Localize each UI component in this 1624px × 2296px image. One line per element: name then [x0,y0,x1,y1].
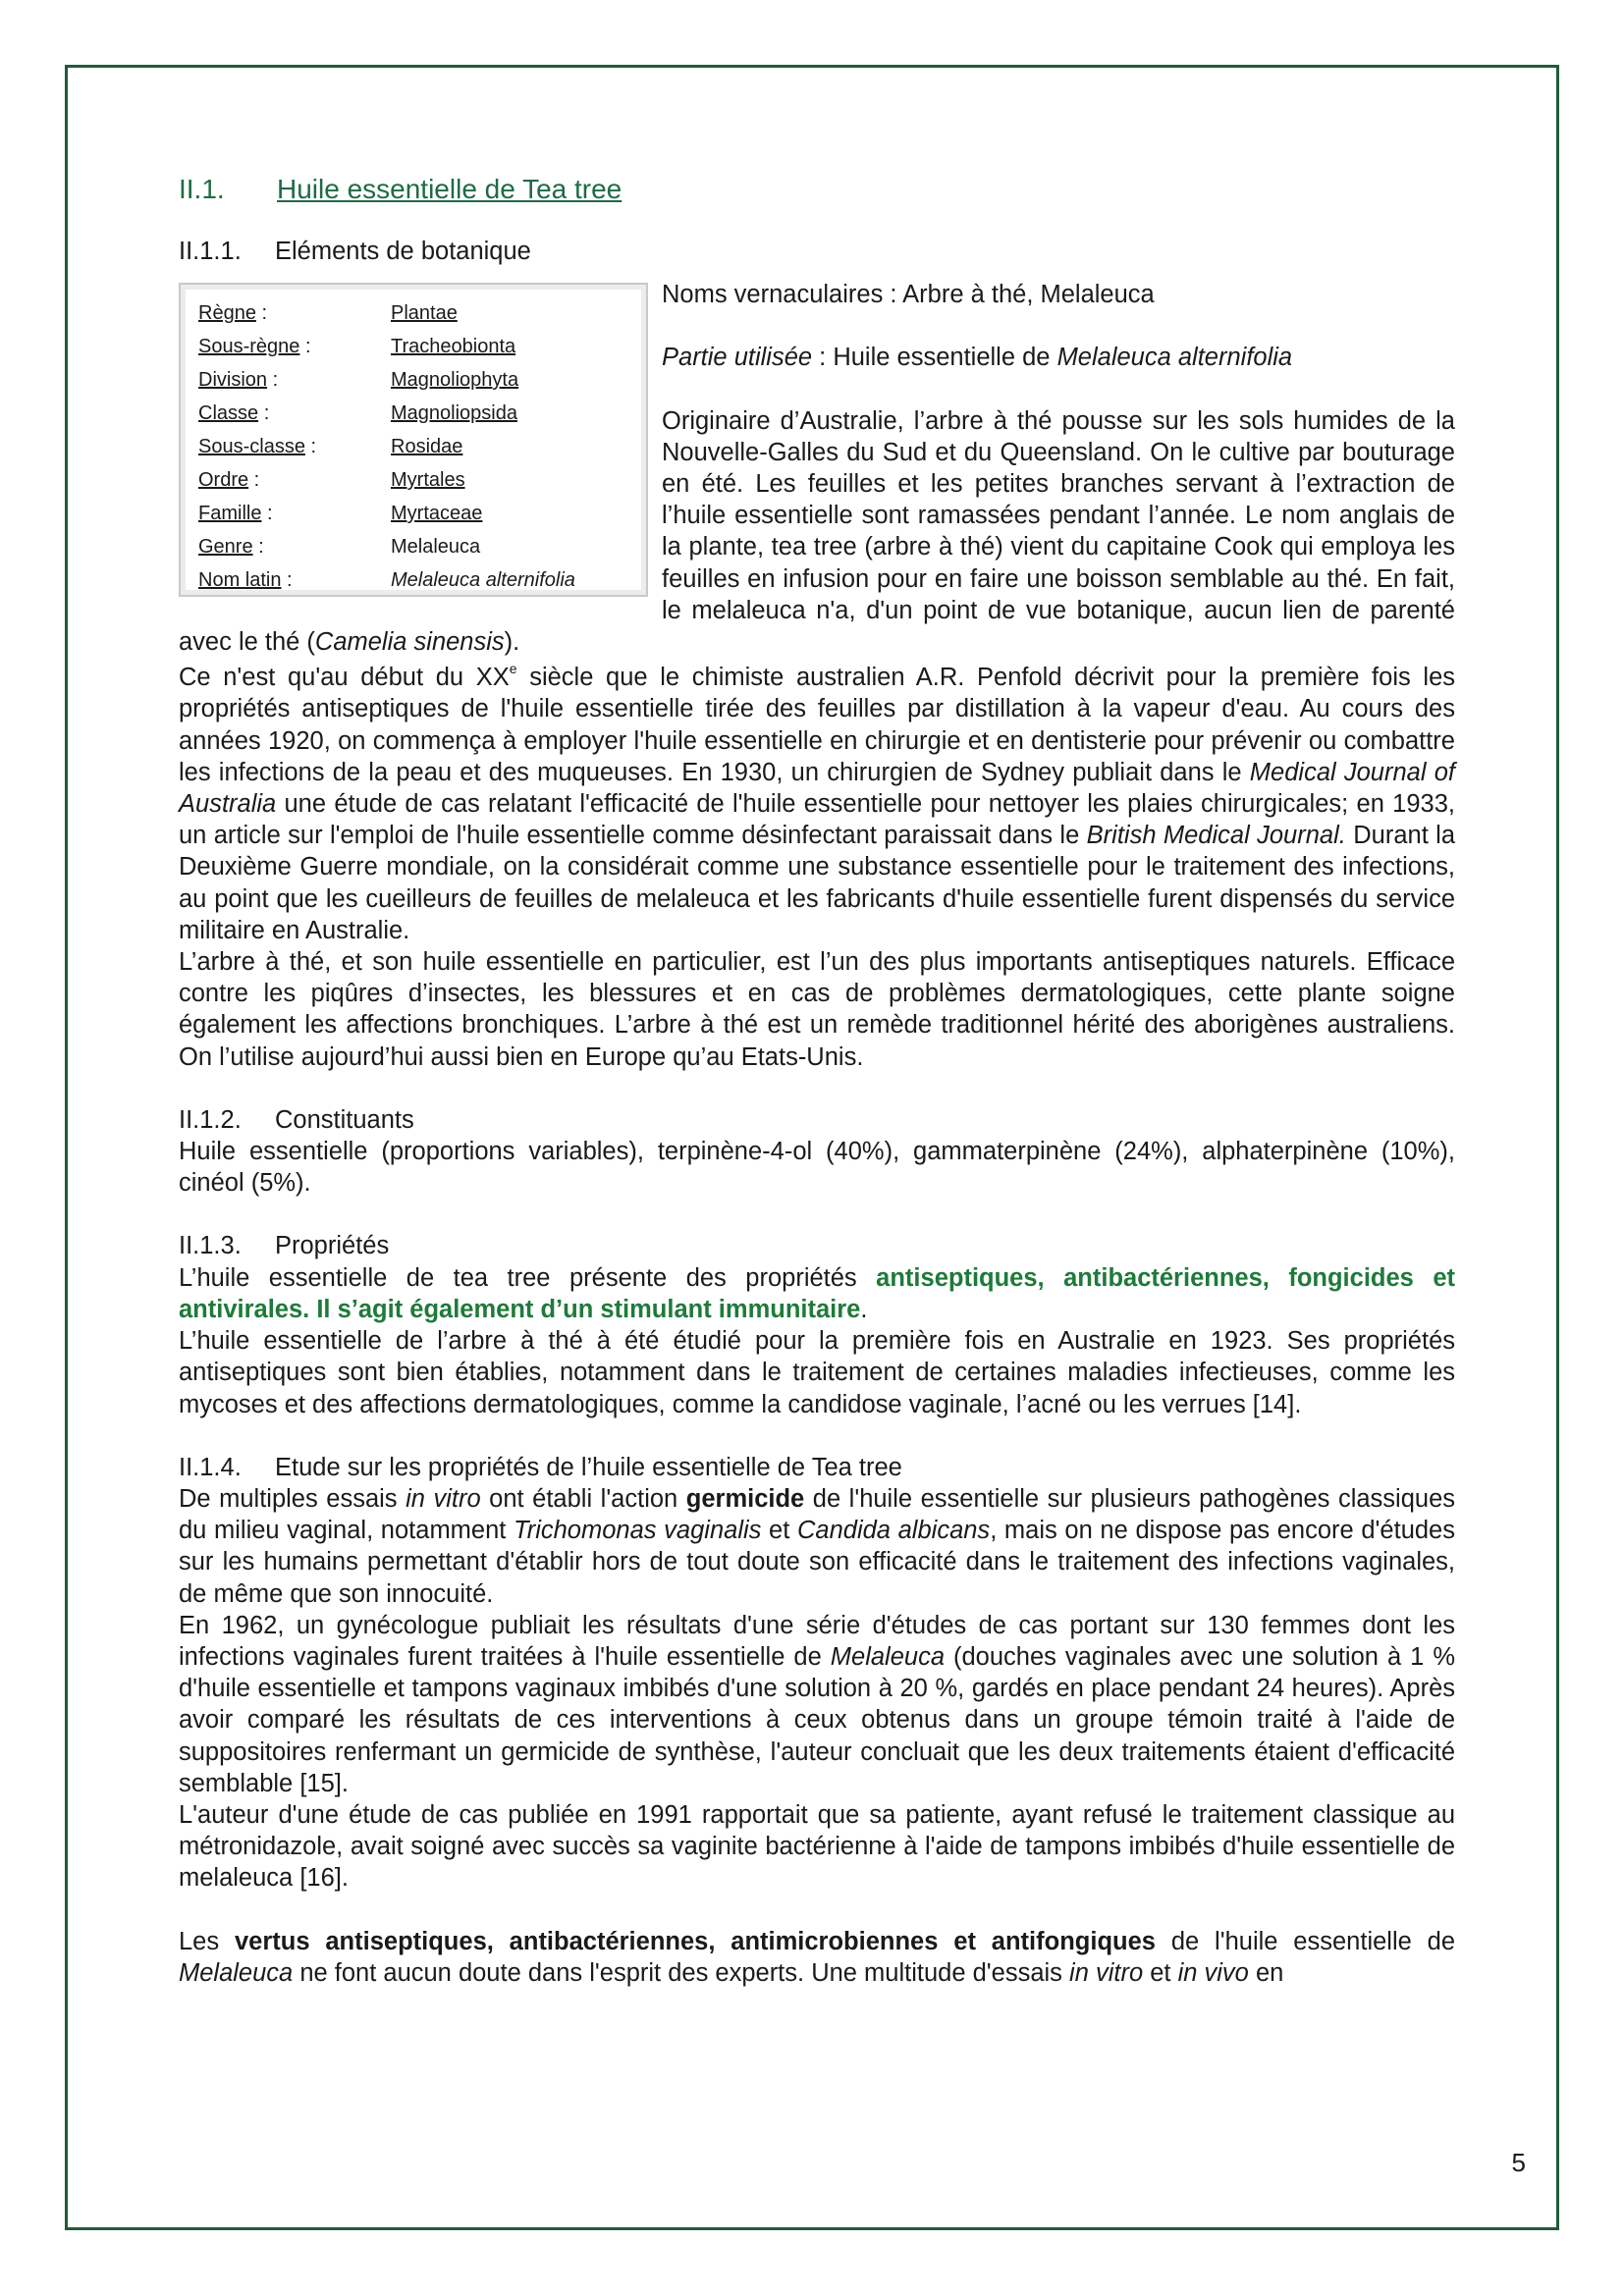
taxonomy-key-label: Nom latin [198,569,282,592]
taxonomy-row [198,363,646,397]
in-vivo: in vivo [1177,1958,1249,1987]
taxonomy-value: Melaleuca alternifolia [391,569,575,592]
taxonomy-value: Myrtaceae [391,503,483,525]
taxonomy-key [198,397,391,430]
subsection-number: II.1.2. [179,1105,242,1134]
study-paragraph-3: L'auteur d'une étude de cas publiée en 1991 rapportait que sa patiente, ayant refusé le traitement classique au métronidazole, avait soigné avec succès sa vaginite bactérienne à l'aide de tampons imbibés d'huile essentielle de melaleuca [16]. [179,1800,1455,1893]
taxonomy-key-sep: : [299,336,311,358]
taxonomy-key [198,330,391,363]
study-text: ont établi l'action [480,1484,686,1513]
origin-text: Originaire d’Australie, l’arbre à thé pousse sur les sols humides de la Nouvelle-Galles du Sud et du Queensland. On le cultive par bouturage en été. Les feuilles et les petites branches servant à l’extraction de l’huile essentielle sont ramassées pendant l’année. Le nom anglais de la plante, tea tree (arbre à thé) vient du capitaine Cook qui employa les feuilles en infusion pour en faire une boisson semblable au thé. En fait, le melaleuca n'a, d'un point de vue botanique, aucun lien de parenté avec le thé ( [179,406,1455,657]
study-text: de l'huile essentielle de [1155,1927,1456,1955]
study-text: de l'huile essentielle sur plusieurs pathogènes classiques du milieu vaginal, notamment [179,1484,1456,1545]
taxonomy-key [198,296,391,330]
taxonomy-row [198,397,646,430]
properties-paragraph-1 [179,1262,1455,1325]
study-text: et [1143,1958,1178,1987]
history-text-d: Durant la Deuxième Guerre mondiale, on la considérait comme une substance essentielle pour le traitement des infections, au point que les cueilleurs de feuilles de melaleuca et les fabricants d'huile essentielle furent dispensés du service militaire en Australie. [179,822,1455,944]
study-paragraph-4 [179,1926,1455,1989]
vernacular-names: Noms vernaculaires : Arbre à thé, Melaleuca [662,281,1155,309]
taxonomy-row [198,463,646,497]
taxonomy-value: Myrtales [391,469,465,492]
taxonomy-value: Magnoliophyta [391,369,519,392]
taxonomy-key-label: Division [198,369,268,392]
species-trichomonas: Trichomonas vaginalis [514,1517,762,1545]
taxonomy-row [198,430,646,463]
history-text-b: siècle que le chimiste australien A.R. Penfold décrivit pour la première fois les propriétés antiseptiques de l'huile essentielle tirée des feuilles par distillation à la vapeur d'eau. Au cours des années 1920, on commença à employer l'huile essentielle en chirurgie et en dentisterie pour prévenir ou combattre les infections de la peau et des muqueuses. En 1930, un chirurgien de Sydney publiait dans le [179,664,1455,786]
taxonomy-key-sep: : [252,536,264,559]
taxonomy-value: Plantae [391,302,458,325]
study-paragraph-2 [179,1610,1455,1799]
subsection-title: Constituants [275,1105,414,1134]
taxonomy-key-label: Ordre [198,469,249,492]
properties-paragraph-2: L’huile essentielle de l’arbre à thé à été étudié pour la première fois en Australie en 1923. Ses propriétés antiseptiques sont bien établies, notamment dans le traitement de certaines maladies infectieuses, comme les mycoses et des affections dermatologiques, comme la candidose vaginale, l’acné ou les verrues [14]. [179,1327,1455,1418]
study-text: En 1962, un gynécologue publiait les résultats d'une série d'études de cas portant sur 130 femmes dont les infections vaginales furent traitées à l'huile essentielle de [179,1611,1455,1671]
subsection-number: II.1.4. [179,1453,242,1481]
study-paragraph-1 [179,1483,1455,1610]
taxonomy-row [198,530,646,563]
taxonomy-key-label: Sous-classe [198,436,305,458]
taxonomy-row [198,497,646,530]
constituents-paragraph: Huile essentielle (proportions variables), terpinène-4-ol (40%), gammaterpinène (24%), alphaterpinène (10%), cinéol (5%). [179,1138,1455,1198]
taxonomy-key [198,497,391,530]
taxonomy-value: Rosidae [391,436,463,458]
properties-highlight: antiseptiques, antibactériennes, fongicides et antivirales. Il s’agit également d’un stimulant immunitaire [179,1263,1455,1323]
subsection-title: Propriétés [275,1232,390,1260]
taxonomy-value: Magnoliopsida [391,402,517,425]
taxonomy-key-label: Classe [198,402,259,425]
origin-species: Camelia sinensis [314,628,505,657]
subsection-heading-properties [179,1230,1455,1261]
history-paragraph [179,662,1455,946]
germicide-term: germicide [685,1484,805,1513]
taxonomy-key [198,463,391,497]
taxonomy-key [198,563,391,597]
document-body [179,173,1455,1989]
taxonomy-key-sep: : [267,369,279,392]
taxonomy-key-sep: : [255,302,268,325]
taxonomy-key-sep: : [248,469,260,492]
properties-text: L’huile essentielle de tea tree présente des propriétés [179,1263,877,1292]
taxonomy-key-label: Genre [198,536,253,559]
taxonomy-row [198,563,646,597]
taxonomy-key-label: Sous-règne [198,336,300,358]
antiseptic-paragraph: L’arbre à thé, et son huile essentielle en particulier, est l’un des plus importants antiseptiques naturels. Efficace contre les piqûres d’insectes, les blessures et en cas de problèmes dermatologiques, cette plante soigne également les affections bronchiques. L’arbre à thé est un remède traditionnel hérité des aborigènes australiens. On l’utilise aujourd’hui aussi bien en Europe qu’au Etats-Unis. [179,948,1455,1071]
subsection-heading-constituents [179,1104,1455,1136]
subsection-heading-botany [179,236,1455,267]
species-candida: Candida albicans [796,1517,991,1545]
subsection-heading-study [179,1452,1455,1483]
taxonomy-key-sep: : [258,402,270,425]
properties-end: . [860,1295,868,1323]
study-text: De multiples essais [179,1484,406,1513]
in-vitro: in vitro [1069,1958,1144,1987]
study-text: ne font aucun doute dans l'esprit des experts. Une multitude d'essais [293,1958,1070,1987]
study-text: (douches vaginales avec une solution à 1 % d'huile essentielle et tampons vaginaux imbibés d'une solution à 20 %, gardés en place pendant 24 heures). Après avoir comparé les résultats de ces interventions à ceux obtenus dans un groupe témoin traité à l'aide de suppositoires renfermant un germicide de synthèse, l'auteur concluait que les deux traitements étaient d'efficacité semblable [15]. [179,1642,1455,1797]
section-title: Huile essentielle de Tea tree [277,174,623,204]
taxonomy-key-label: Règne [198,302,256,325]
page-number: 5 [1511,2148,1526,2177]
taxonomy-key-sep: : [281,569,293,592]
taxonomy-row [198,330,646,363]
taxonomy-value: Melaleuca [391,536,481,559]
virtues-bold: vertus antiseptiques, antibactériennes, antimicrobiennes et antifongiques [234,1927,1156,1955]
taxonomy-key-sep: : [261,503,273,525]
taxonomy-key [198,530,391,563]
journal-bmj: British Medical Journal. [1086,822,1346,850]
taxonomy-key-sep: : [304,436,317,458]
origin-end: ). [504,628,520,657]
part-used-species: Melaleuca alternifolia [1056,344,1293,372]
history-sup: e [509,661,517,677]
taxonomy-key [198,430,391,463]
subsection-number: II.1.3. [179,1232,242,1260]
history-text-a: Ce n'est qu'au début du XX [179,664,510,692]
taxonomy-key-label: Famille [198,503,262,525]
part-used-text: : Huile essentielle de [812,344,1057,372]
section-heading [179,173,1455,206]
journal-mja: Medical Journal of Australia [179,758,1455,819]
species-melaleuca: Melaleuca [179,1958,294,1987]
in-vitro: in vitro [406,1484,481,1513]
taxonomy-key [198,363,391,397]
taxonomy-value: Tracheobionta [391,336,516,358]
subsection-number: II.1.1. [179,238,242,265]
subsection-title: Etude sur les propriétés de l’huile essentielle de Tea tree [275,1453,902,1481]
taxonomy-box [179,283,648,597]
subsection-title: Eléments de botanique [275,238,531,265]
history-text-c: une étude de cas relatant l'efficacité de l'huile essentielle pour nettoyer les plaies chirurgicales; en 1933, un article sur l'emploi de l'huile essentielle comme désinfectant paraissait dans le [179,790,1455,850]
study-text: en [1248,1958,1284,1987]
taxonomy-row [198,296,646,330]
study-text: Les [179,1927,235,1955]
part-used-label: Partie utilisée [662,344,813,372]
species-melaleuca: Melaleuca [830,1642,945,1671]
section-number: II.1. [179,174,225,204]
study-text: et [761,1517,797,1545]
study-text: , mais on ne dispose pas encore d'études sur les humains permettant d'établir hors de tout doute son efficacité dans le traitement des infections vaginales, de même que son innocuité. [179,1517,1455,1608]
